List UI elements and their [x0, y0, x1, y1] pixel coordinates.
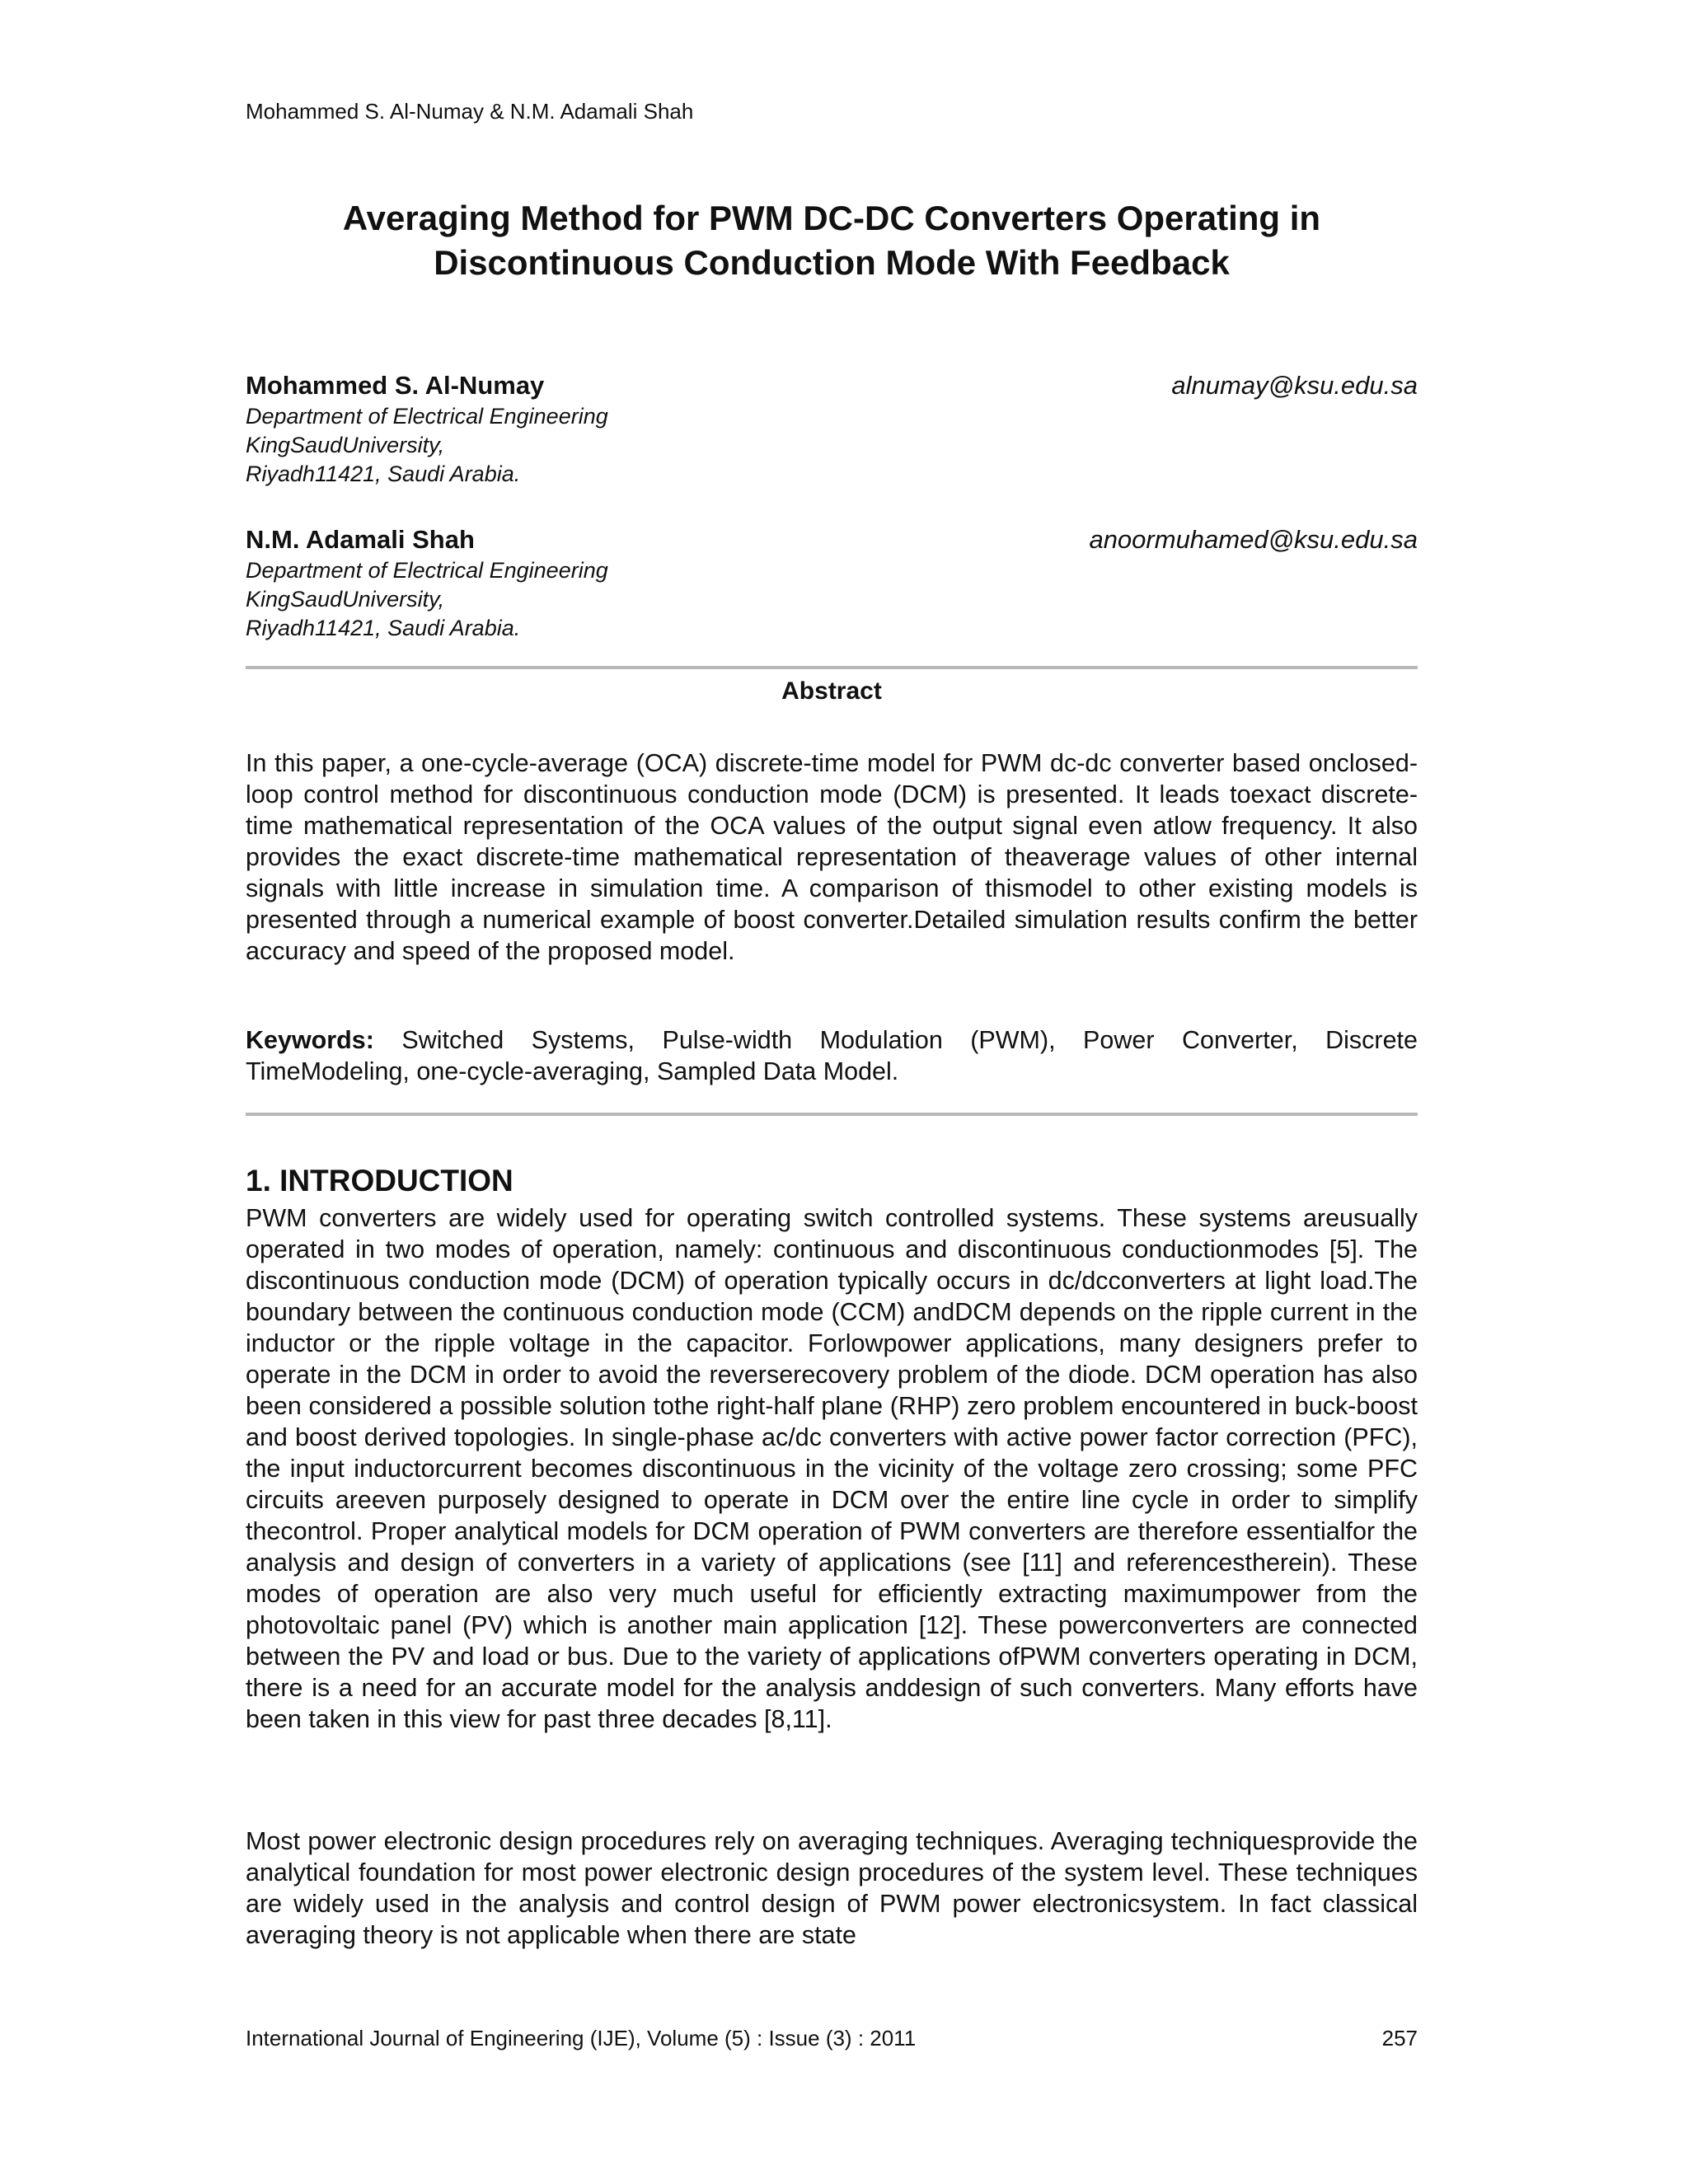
author-department: Department of Electrical Engineering	[246, 558, 608, 583]
author-email-link[interactable]: alnumay@ksu.edu.sa	[1171, 371, 1418, 400]
intro-paragraph-1: PWM converters are widely used for operating switch controlled systems. These systems areusually operated in two modes of operation, namely: continuous and discontinuous conductionmodes [5]. The discontinuous conduction mode (DCM) of operation typically occurs in dc/dcconverters at light load.The boundary between the continuous conduction mode (CCM) andDCM depends on the ripple current in the inductor or the ripple voltage in the capacitor. Forlowpower applications, many designers prefer to operate in the DCM in order to avoid the reverserecovery problem of the diode. DCM operation has also been considered a possible solution tothe right-half plane (RHP) zero problem encountered in buck-boost and boost derived topologies. In single-phase ac/dc converters with active power factor correction (PFC), the input inductorcurrent becomes discontinuous in the vicinity of the voltage zero crossing; some PFC circuits areeven purposely designed to operate in DCM over the entire line cycle in order to simplify thecontrol. Proper analytical models for DCM operation of PWM converters are therefore essentialfor the analysis and design of converters in a variety of applications (see [11] and referencestherein). These modes of operation are also very much useful for efficiently extracting maximumpower from the photovoltaic panel (PV) which is another main application [12]. These powerconverters are connected between the PV and load or bus. Due to the variety of applications ofPWM converters operating in DCM, there is a need for an accurate model for the analysis anddesign of such converters. Many efforts have been taken in this view for past three decades [8,11].	[246, 1204, 1418, 1733]
author-block-1	[246, 369, 1418, 489]
author-university: KingSaudUniversity,	[246, 587, 445, 612]
paper-title	[246, 196, 1418, 285]
keywords-label: Keywords:	[246, 1026, 374, 1054]
keywords	[246, 1024, 1418, 1087]
author-name: Mohammed S. Al-Numay	[246, 371, 545, 400]
author-email-link[interactable]: anoormuhamed@ksu.edu.sa	[1089, 525, 1418, 554]
divider-bottom	[246, 1113, 1418, 1116]
footer-journal: International Journal of Engineering (IJE), Volume (5) : Issue (3) : 2011	[246, 2026, 917, 2050]
author-block-2	[246, 523, 1418, 643]
page-number: 257	[1381, 2026, 1418, 2050]
author-university: KingSaudUniversity,	[246, 433, 445, 457]
author-location: Riyadh11421, Saudi Arabia.	[246, 462, 521, 486]
title-line-1: Averaging Method for PWM DC-DC Converters Operating in	[342, 199, 1321, 237]
abstract-heading: Abstract	[781, 677, 882, 705]
title-line-2: Discontinuous Conduction Mode With Feedback	[434, 243, 1230, 282]
author-name: N.M. Adamali Shah	[246, 525, 475, 554]
running-head: Mohammed S. Al-Numay & N.M. Adamali Shah	[246, 99, 694, 124]
author-department: Department of Electrical Engineering	[246, 404, 608, 429]
author-location: Riyadh11421, Saudi Arabia.	[246, 616, 521, 640]
section-heading-introduction: 1. INTRODUCTION	[246, 1164, 513, 1197]
abstract-text: In this paper, a one-cycle-average (OCA) discrete-time model for PWM dc-dc converter based onclosed-loop control method for discontinuous conduction mode (DCM) is presented. It leads toexact discrete-time mathematical representation of the OCA values of the output signal even atlow frequency. It also provides the exact discrete-time mathematical representation of theaverage values of other internal signals with little increase in simulation time. A comparison of thismodel to other existing models is presented through a numerical example of boost converter.Detailed simulation results confirm the better accuracy and speed of the proposed model.	[246, 749, 1418, 965]
keywords-text: Switched Systems, Pulse-width Modulation (PWM), Power Converter, Discrete TimeModeling, one-cycle-averaging, Sampled Data Model.	[246, 1026, 1418, 1085]
intro-paragraph-2: Most power electronic design procedures rely on averaging techniques. Averaging techniquesprovide the analytical foundation for most power electronic design procedures of the system level. These techniques are widely used in the analysis and control design of PWM power electronicsystem. In fact classical averaging theory is not applicable when there are state	[246, 1827, 1418, 1949]
divider-top	[246, 666, 1418, 669]
